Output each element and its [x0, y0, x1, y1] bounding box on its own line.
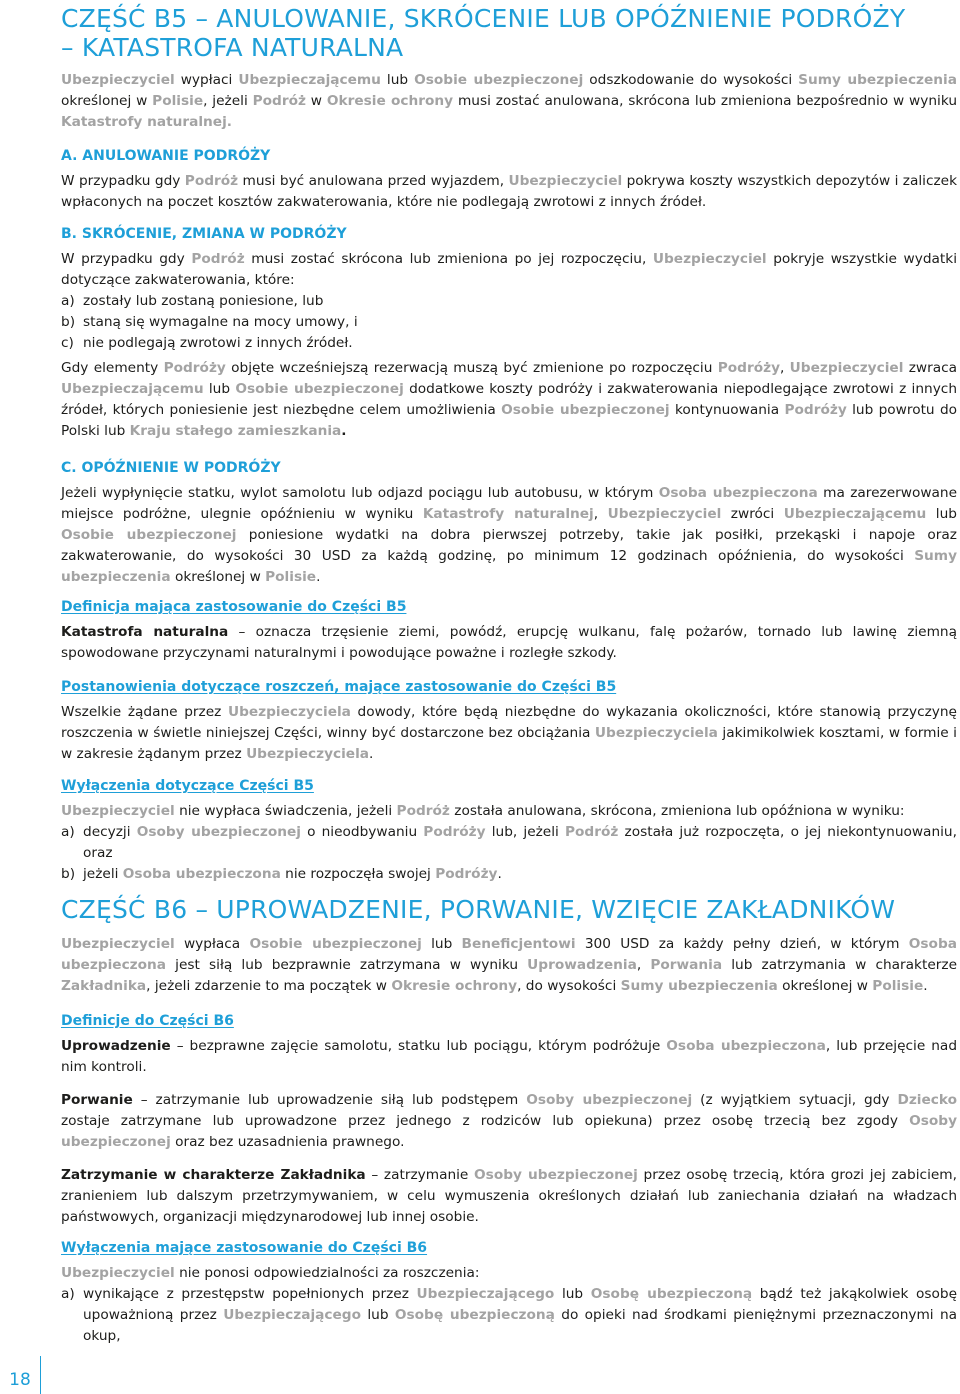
defined-term: Beneficjentowi: [461, 936, 576, 952]
defined-term: Kraju stałego zamieszkania: [129, 423, 342, 439]
b6-intro-paragraph: [61, 934, 957, 997]
defined-term: Osobie ubezpieczonej: [501, 402, 670, 418]
defined-term: Ubezpieczającemu: [783, 506, 927, 522]
defined-term: Ubezpieczającego: [223, 1307, 361, 1323]
section-b5-title: CZĘŚĆ B5 – ANULOWANIE, SKRÓCENIE LUB OPÓŹNIENIE PODRÓŻY – KATASTROFA NATURALNA: [61, 4, 906, 62]
text-run: została już rozpoczęta, o jej niekontynuowaniu, oraz: [83, 824, 957, 861]
text-run: musi zostać skrócona lub zmieniona po jej rozpoczęciu,: [244, 251, 653, 267]
b5-claims-heading: Postanowienia dotyczące roszczeń, mające zastosowanie do Części B5: [61, 679, 617, 695]
text-run: lub: [380, 72, 415, 88]
defined-term: Porwania: [650, 957, 723, 973]
defined-term: Osobie ubezpieczonej: [61, 527, 237, 543]
defined-term: Osoba ubezpieczona: [666, 1038, 826, 1054]
text-run: nie ponosi odpowiedzialności za roszczenia:: [174, 1265, 480, 1281]
defined-term: Osobie ubezpieczonej: [249, 936, 422, 952]
defined-term: Ubezpieczyciela: [246, 746, 370, 762]
bold-term: Zatrzymanie w charakterze Zakładnika: [61, 1167, 366, 1183]
defined-term: Osoby ubezpieczonej: [474, 1167, 638, 1183]
text-run: dodatkowe koszty podróży i zakwaterowania niepodlegające zwrotowi z innych źródeł, których poniesienie jest niezbędne celem umożliwienia: [61, 381, 957, 418]
b5-exclusions-heading: Wyłączenia dotyczące Części B5: [61, 778, 314, 794]
defined-term: Katastrofy naturalnej.: [61, 114, 232, 130]
text-run: musi być anulowana przed wyjazdem,: [238, 173, 509, 189]
text-run: objęte wcześniejszą rezerwacją muszą być zmienione po rozpoczęciu: [225, 360, 718, 376]
text-run: – bezprawne zajęcie samolotu, statku lub pociągu, którym podróżuje: [170, 1038, 667, 1054]
text-run: określonej w: [170, 569, 266, 585]
text-run: lub: [926, 506, 957, 522]
list-item: [61, 864, 957, 885]
b6-definition-hostage: [61, 1165, 957, 1228]
defined-term: Podróż: [191, 251, 245, 267]
list-letter: a): [61, 1286, 75, 1302]
defined-term: Podróży: [423, 824, 486, 840]
text-run: Jeżeli wypłynięcie statku, wylot samolotu lub odjazd pociągu lub autobusu, w którym: [61, 485, 659, 501]
text-run: oraz bez uzasadnienia prawnego.: [170, 1134, 405, 1150]
b5-claims-block: [61, 677, 957, 765]
defined-term: Ubezpieczyciel: [607, 506, 722, 522]
defined-term: Osoby ubezpieczonej: [526, 1092, 693, 1108]
text-run: , lub przejęcie nad nim kontroli.: [61, 1038, 958, 1075]
list-letter: b): [61, 314, 76, 330]
b5-b-heading: B. SKRÓCENIE, ZMIANA W PODRÓŻY: [61, 226, 347, 242]
b6-intro-block: [61, 934, 957, 997]
text-run: o nieodbywaniu: [300, 824, 424, 840]
b5-b-paragraph: [61, 249, 957, 291]
text-run: wypłaca: [174, 936, 250, 952]
defined-term: Polisie: [872, 978, 924, 994]
defined-term: Osobie ubezpieczonej: [414, 72, 584, 88]
b5-b-paragraph-2: [61, 358, 957, 442]
defined-term: Podróż: [565, 824, 619, 840]
b5-c-block: [61, 458, 957, 588]
text-run: ,: [593, 506, 608, 522]
list-text: zostały lub zostaną poniesione, lub: [83, 293, 324, 309]
defined-term: Osoba ubezpieczona: [658, 485, 818, 501]
defined-term: Podróż: [396, 803, 450, 819]
defined-term: Ubezpieczyciel: [61, 1265, 175, 1281]
text-run: musi zostać anulowana, skrócona lub zmieniona bezpośrednio w wyniku: [453, 93, 957, 109]
defined-term: Zakładnika: [61, 978, 147, 994]
text-run: , jeżeli: [203, 93, 253, 109]
defined-term: Osoby ubezpieczonej: [136, 824, 301, 840]
text-run: Gdy elementy: [61, 360, 164, 376]
text-run: .: [369, 746, 374, 762]
text-run: .: [497, 866, 502, 882]
text-run: pokrywa koszty wszystkich depozytów i zaliczek wpłaconych na poczet kosztów zakwaterowania, które nie podlegają zwrotowi z innych źródeł.: [61, 173, 958, 210]
b5-b-list: [61, 291, 957, 354]
text-run: .: [316, 569, 321, 585]
defined-term: Katastrofy naturalnej: [422, 506, 594, 522]
list-text: [83, 864, 957, 885]
defined-term: Osobę ubezpieczoną: [590, 1286, 753, 1302]
bold-term: Katastrofa naturalna: [61, 624, 229, 640]
text-run: ,: [780, 360, 790, 376]
text-run: przez osobę trzecią, która grozi jej zabiciem, zranieniem lub dalszym przetrzymywaniem, w celu wymuszenia określonych działań lub zaniechania działań na władzach państwowych, organizacji międzynarodowej lub innej osobie.: [61, 1167, 957, 1225]
b5-definition-paragraph: [61, 622, 957, 664]
b5-definition-heading: Definicja mająca zastosowanie do Części B5: [61, 599, 407, 615]
text-run: nie wypłaca świadczenia, jeżeli: [174, 803, 397, 819]
defined-term: Okresie ochrony: [391, 978, 518, 994]
text-run: pokryje wszystkie wydatki dotyczące zakwaterowania, które:: [61, 251, 958, 288]
defined-term: Ubezpieczającego: [416, 1286, 555, 1302]
text-run: Wszelkie żądane przez: [61, 704, 228, 720]
text-run: .: [923, 978, 928, 994]
text-run: jeżeli: [83, 866, 123, 882]
text-run: zwróci: [721, 506, 784, 522]
list-letter: b): [61, 866, 76, 882]
text-run: wynikające z przestępstw popełnionych przez: [83, 1286, 417, 1302]
list-item: [61, 822, 957, 864]
text-run: – zatrzymanie: [365, 1167, 475, 1183]
text-run: wypłaci: [174, 72, 239, 88]
defined-term: Sumy ubezpieczenia: [61, 548, 957, 585]
defined-term: Osoba ubezpieczona: [122, 866, 281, 882]
list-text: [83, 1284, 957, 1347]
text-run: bądź też jakąkolwiek osobę upoważnioną przez: [83, 1286, 958, 1323]
b6-definition-hijack: [61, 1036, 957, 1078]
defined-term: Podróży: [435, 866, 498, 882]
defined-term: Okresie ochrony: [326, 93, 454, 109]
b5-intro-paragraph: [61, 70, 957, 133]
b6-definition-kidnap: [61, 1090, 957, 1153]
defined-term: Ubezpieczyciel: [61, 936, 175, 952]
defined-term: Ubezpieczyciel: [61, 803, 175, 819]
b6-definitions-block: [61, 1011, 957, 1228]
list-item: [61, 1284, 957, 1347]
defined-term: Podróż: [252, 93, 306, 109]
defined-term: Podróży: [784, 402, 847, 418]
list-text: [83, 822, 957, 864]
page-number: 18: [0, 1356, 41, 1394]
b5-a-heading: A. ANULOWANIE PODRÓŻY: [61, 148, 271, 164]
b5-a-block: [61, 146, 957, 213]
defined-term: Podróż: [184, 173, 239, 189]
text-run: – oznacza trzęsienie ziemi, powódź, erupcję wulkanu, falę pożarów, tornado lub lawinę ziemną spowodowane przyczynami naturalnymi i powodujące poważne i rozległe szkody.: [61, 624, 957, 661]
b5-c-heading: C. OPÓŹNIENIE W PODRÓŻY: [61, 460, 281, 476]
text-run: – zatrzymanie lub uprowadzenie siłą lub podstępem: [132, 1092, 527, 1108]
text-run: ,: [636, 957, 651, 973]
defined-term: Sumy ubezpieczenia: [620, 978, 778, 994]
defined-term: Podróży: [717, 360, 780, 376]
text-run: lub: [361, 1307, 395, 1323]
list-item: [61, 291, 957, 312]
defined-term: Ubezpieczyciel: [508, 173, 623, 189]
list-letter: a): [61, 824, 75, 840]
list-item: [61, 312, 957, 333]
text-run: (z wyjątkiem sytuacji, gdy: [692, 1092, 898, 1108]
text-run: lub: [421, 936, 462, 952]
defined-term: Polisie: [152, 93, 204, 109]
defined-term: Ubezpieczającemu: [238, 72, 381, 88]
b5-exclusions-block: [61, 776, 957, 885]
b6-exclusions-paragraph: [61, 1263, 957, 1284]
b6-exclusions-block: [61, 1238, 957, 1347]
section-b6-title: CZĘŚĆ B6 – UPROWADZENIE, PORWANIE, WZIĘCIE ZAKŁADNIKÓW: [61, 895, 896, 924]
text-run: określonej w: [777, 978, 873, 994]
text-run: , do wysokości: [517, 978, 621, 994]
defined-term: Ubezpieczającemu: [61, 381, 204, 397]
text-run: lub powrotu do Polski lub: [61, 402, 958, 439]
defined-term: Osoba ubezpieczona: [61, 936, 957, 973]
defined-term: Ubezpieczyciela: [227, 704, 351, 720]
text-run: lub: [203, 381, 236, 397]
text-run: jakimikolwiek kosztami, w formie i w zakresie żądanym przez: [61, 725, 957, 762]
b5-exclusions-paragraph: [61, 801, 957, 822]
defined-term: Podróży: [163, 360, 226, 376]
text-run: odszkodowanie do wysokości: [583, 72, 799, 88]
text-run: jest siłą lub bezprawnie zatrzymana w wyniku: [166, 957, 528, 973]
defined-term: Ubezpieczyciela: [594, 725, 718, 741]
b5-exclusions-list: [61, 822, 957, 885]
bold-term: .: [341, 423, 347, 439]
text-run: dowody, które będą niezbędne do wykazania okoliczności, które stanowią przyczynę roszczenia w świetle niniejszej Części, winny być dostarczone bez obciążania: [61, 704, 957, 741]
bold-term: Uprowadzenie: [61, 1038, 171, 1054]
text-run: 300 USD za każdy pełny dzień, w którym: [575, 936, 909, 952]
b6-definitions-heading: Definicje do Części B6: [61, 1013, 234, 1029]
b5-claims-paragraph: [61, 702, 957, 765]
defined-term: Uprowadzenia: [527, 957, 637, 973]
defined-term: Sumy ubezpieczenia: [798, 72, 957, 88]
text-run: W przypadku gdy: [61, 173, 185, 189]
text-run: została anulowana, skrócona, zmieniona lub opóźniona w wyniku:: [449, 803, 905, 819]
text-run: , jeżeli zdarzenie to ma początek w: [146, 978, 392, 994]
b5-intro-block: [61, 70, 957, 133]
defined-term: Osoby ubezpieczonej: [61, 1113, 957, 1150]
text-run: W przypadku gdy: [61, 251, 192, 267]
text-run: lub: [554, 1286, 591, 1302]
text-run: w: [305, 93, 327, 109]
b5-definition-block: [61, 597, 957, 664]
list-letter: a): [61, 293, 75, 309]
b6-exclusions-heading: Wyłączenia mające zastosowanie do Części B6: [61, 1240, 428, 1256]
defined-term: Ubezpieczyciel: [61, 72, 175, 88]
text-run: zwraca: [903, 360, 958, 376]
list-item: [61, 333, 957, 354]
text-run: do opieki nad środkami pieniężnymi przeznaczonymi na okup,: [83, 1307, 958, 1344]
list-text: staną się wymagalne na mocy umowy, i: [83, 314, 358, 330]
defined-term: Polisie: [265, 569, 317, 585]
defined-term: Ubezpieczyciel: [652, 251, 767, 267]
text-run: lub, jeżeli: [485, 824, 565, 840]
b5-b-block: [61, 224, 957, 442]
list-text: nie podlegają zwrotowi z innych źródeł.: [83, 335, 353, 351]
text-run: nie rozpoczęła swojej: [280, 866, 436, 882]
text-run: lub zatrzymania w charakterze: [722, 957, 957, 973]
list-letter: c): [61, 335, 74, 351]
defined-term: Ubezpieczyciel: [789, 360, 904, 376]
defined-term: Osobę ubezpieczoną: [394, 1307, 555, 1323]
b5-c-paragraph: [61, 483, 957, 588]
text-run: zostaje zatrzymane lub uprowadzone przez jednego z rodziców lub opiekuna) przez osobę trzecią bez zgody: [61, 1113, 910, 1129]
defined-term: Osobie ubezpieczonej: [235, 381, 404, 397]
b6-exclusions-list: [61, 1284, 957, 1347]
b5-a-paragraph: [61, 171, 957, 213]
text-run: określonej w: [61, 93, 153, 109]
defined-term: Dziecko: [897, 1092, 958, 1108]
bold-term: Porwanie: [61, 1092, 133, 1108]
text-run: decyzji: [83, 824, 137, 840]
text-run: poniesione wydatki na dobra pierwszej potrzeby, takie jak posiłki, przekąski i napoje oraz zakwaterowanie, do wysokości 30 USD za każdą godzinę, po minimum 12 godzinach opóźnienia, do wysokości: [61, 527, 957, 564]
text-run: kontynuowania: [669, 402, 785, 418]
text-run: ma zarezerwowane miejsce podróżne, ulegnie opóźnieniu w wyniku: [61, 485, 958, 522]
